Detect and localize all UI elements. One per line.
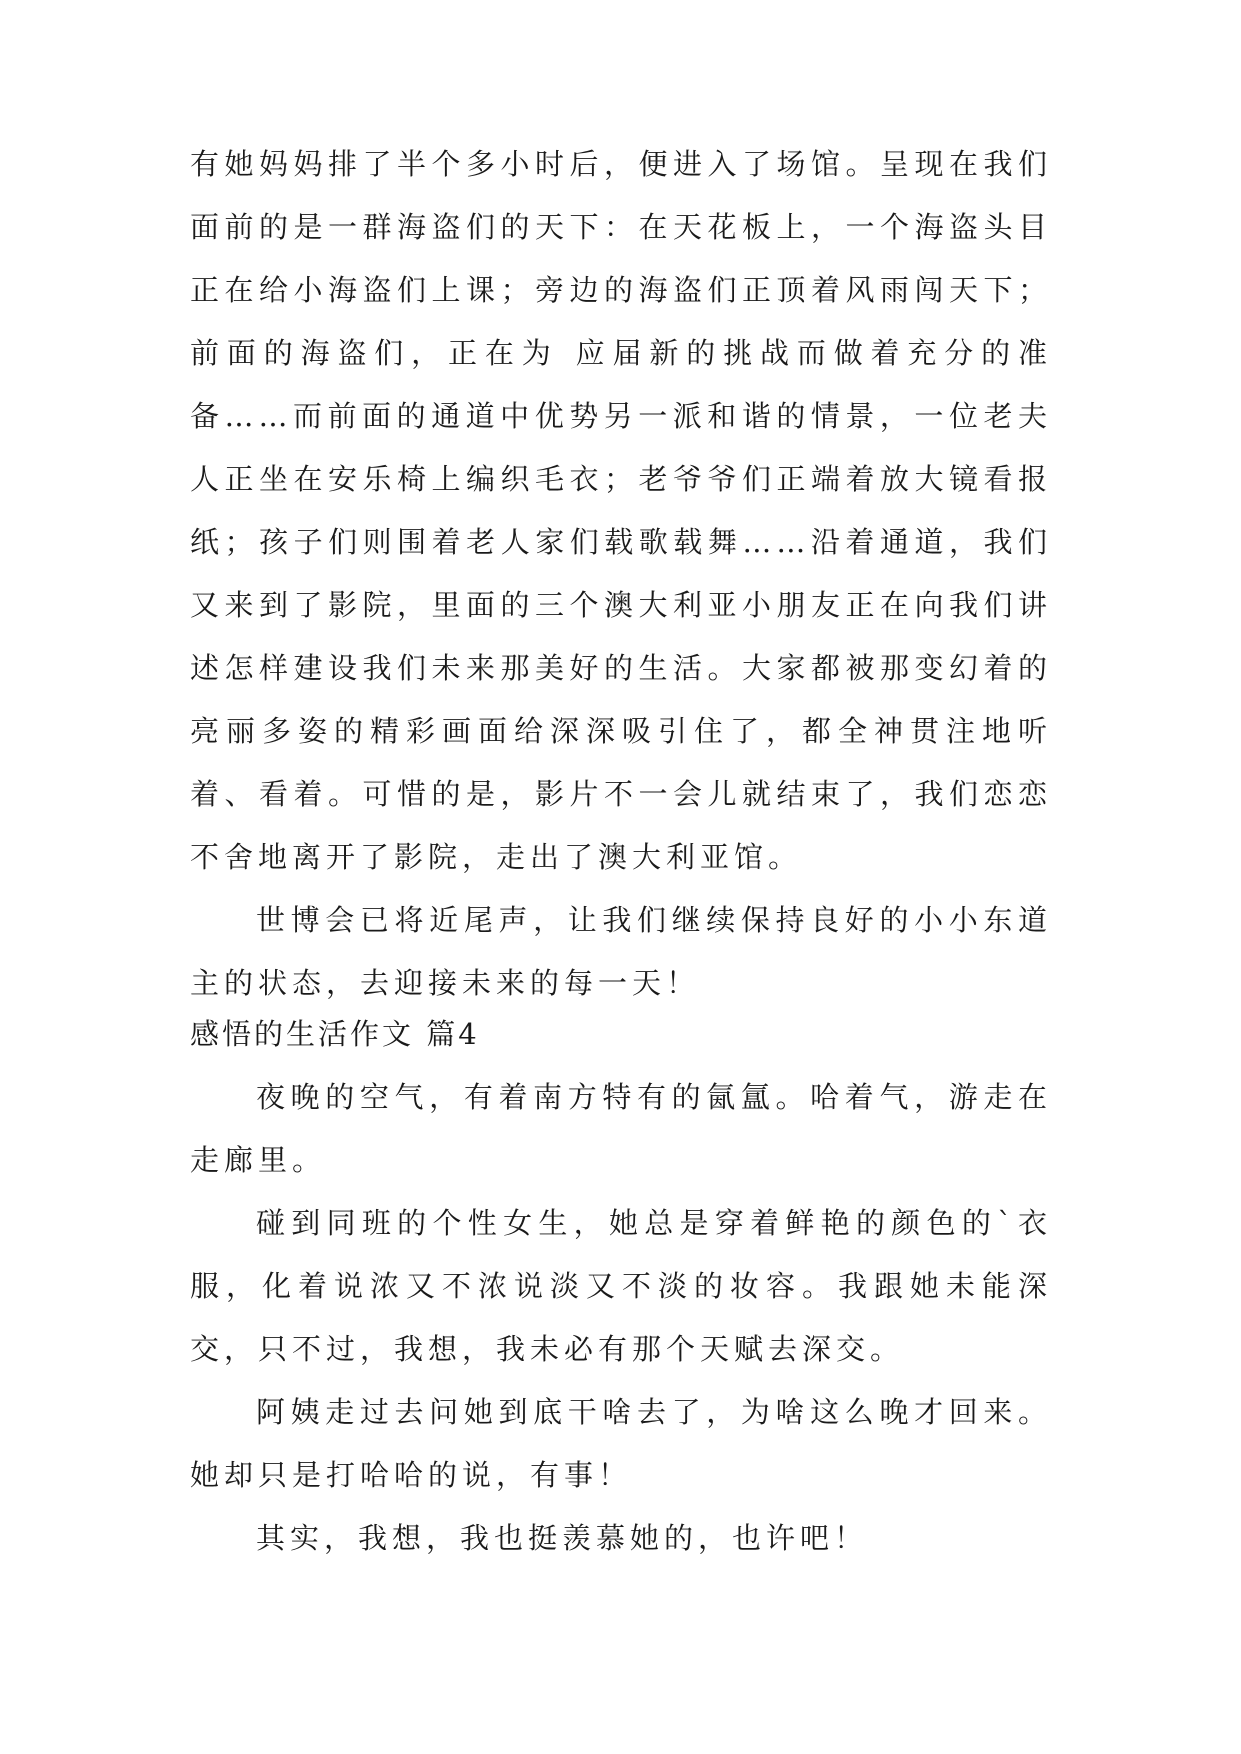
paragraph: 夜晚的空气，有着南方特有的氤氲。哈着气，游走在走廊里。 <box>190 1080 1052 1177</box>
continued-paragraph: 有她妈妈排了半个多小时后，便进入了场馆。呈现在我们面前的是一群海盗们的天下：在天花板上，一个海盗头目正在给小海盗们上课；旁边的海盗们正顶着风雨闯天下；前面的海盗们，正在为 应届新的挑战而做着充分的准备……而前面的通道中优势另一派和谐的情景，一位老夫人正坐在安乐椅上编织毛衣；老爷爷们正端着放大镜看报纸；孩子们则围着老人家们载歌载舞……沿着通道，我们又来到了影院，里面的三个澳大利亚小朋友正在向我们讲述怎样建设我们未来那美好的生活。大家都被那变幻着的亮丽多姿的精彩画面给深深吸引住了，都全神贯注地听着、看着。可惜的是，影片不一会儿就结束了，我们恋恋不舍地离开了影院，走出了澳大利亚馆。 <box>190 147 1052 874</box>
essay-title: 感悟的生活作文 篇4 <box>190 1017 480 1051</box>
paragraph: 阿姨走过去问她到底干啥去了，为啥这么晚才回来。她却只是打哈哈的说，有事！ <box>190 1395 1052 1492</box>
essay3-body <box>190 133 1052 1015</box>
essay4-section <box>190 1003 1052 1570</box>
paragraph: 碰到同班的个性女生，她总是穿着鲜艳的颜色的`衣服，化着说浓又不浓说淡又不淡的妆容。我跟她未能深交，只不过，我想，我未必有那个天赋去深交。 <box>190 1206 1052 1366</box>
closing-paragraph: 世博会已将近尾声，让我们继续保持良好的小小东道主的状态，去迎接未来的每一天！ <box>190 903 1052 1000</box>
paragraph: 其实，我想，我也挺羡慕她的，也许吧！ <box>256 1521 869 1555</box>
